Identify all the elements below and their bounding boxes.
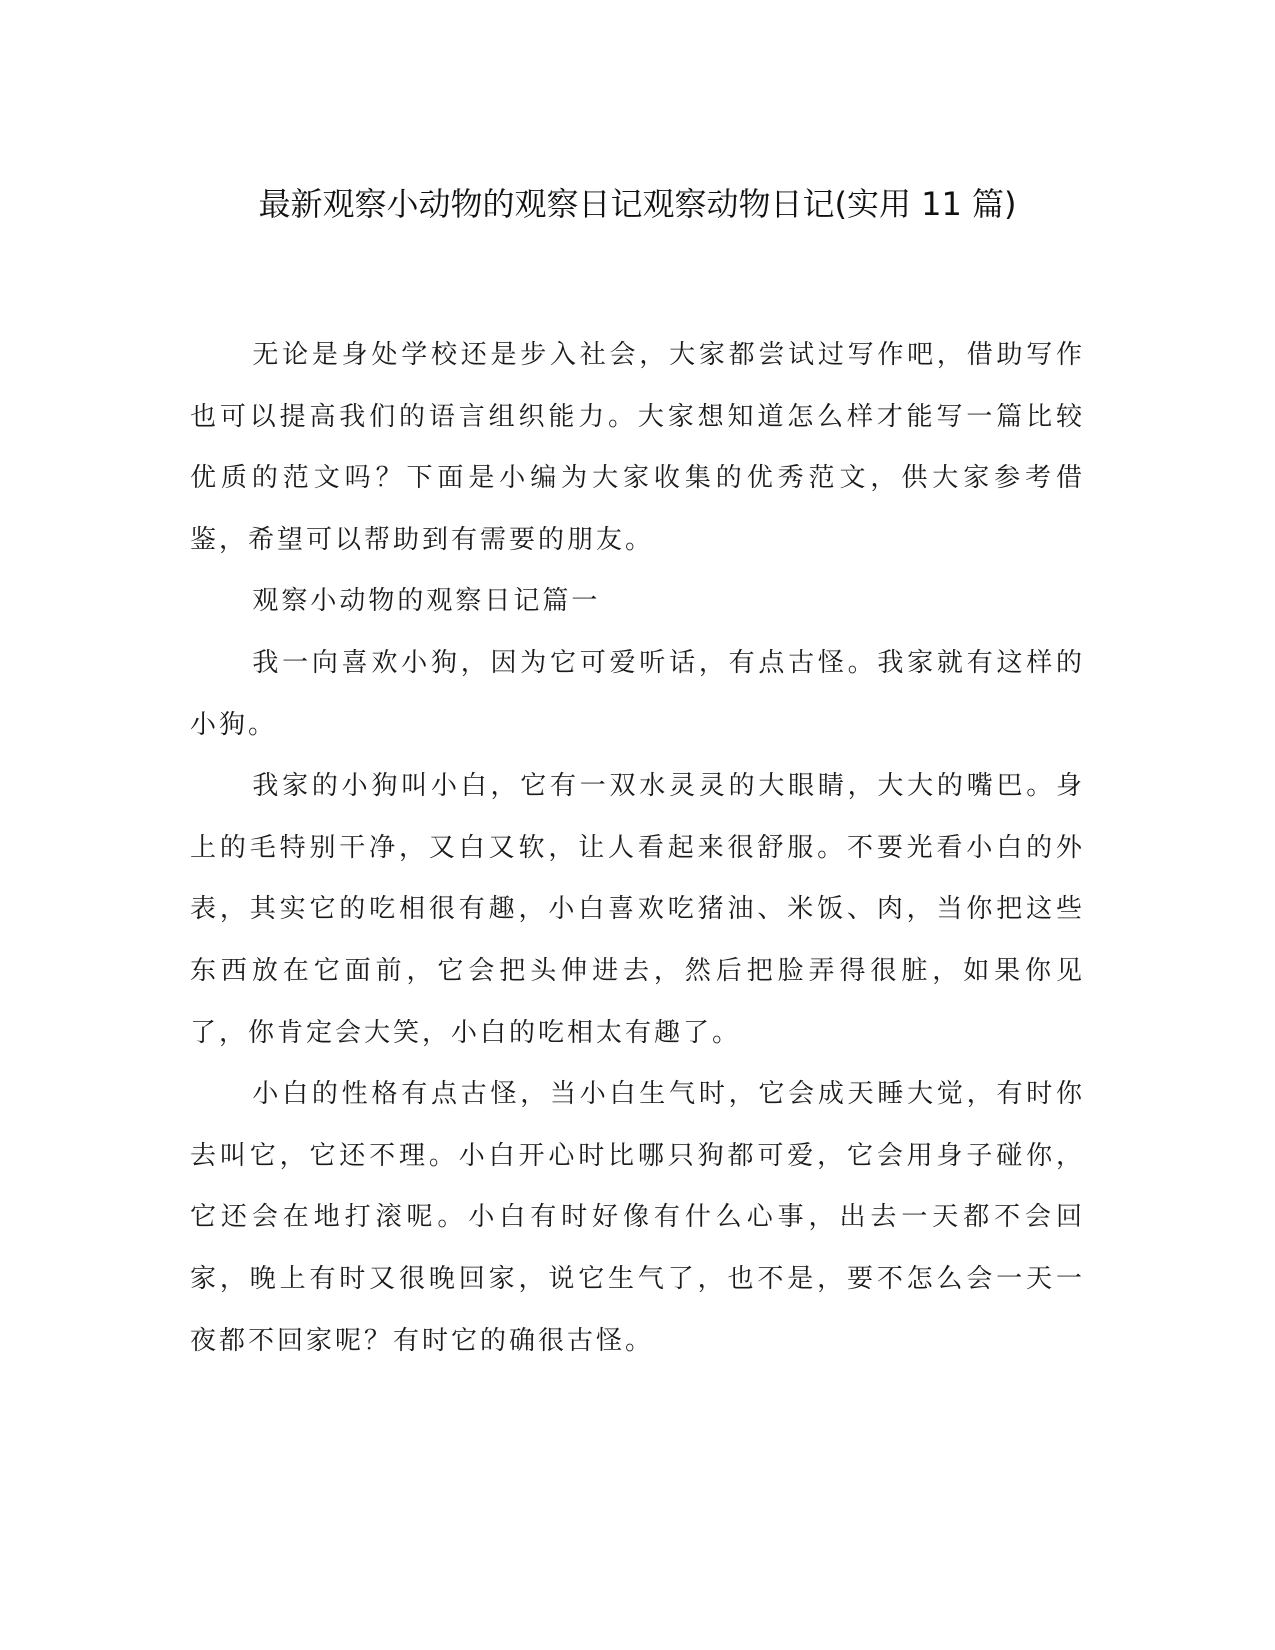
paragraph: 小白的性格有点古怪，当小白生气时，它会成天睡大觉，有时你去叫它，它还不理。小白开心时比哪只狗都可爱，它会用身子碰你，它还会在地打滚呢。小白有时好像有什么心事，出去一天都不会回家，晚上有时又很晚回家，说它生气了，也不是，要不怎么会一天一夜都不回家呢？有时它的确很古怪。 (190, 1079, 1085, 1356)
paragraph: 我一向喜欢小狗，因为它可爱听话，有点古怪。我家就有这样的小狗。 (190, 647, 1085, 740)
paragraph-intro: 无论是身处学校还是步入社会，大家都尝试过写作吧，借助写作也可以提高我们的语言组织能力。大家想知道怎么样才能写一篇比较优质的范文吗？下面是小编为大家收集的优秀范文，供大家参考借鉴，希望可以帮助到有需要的朋友。 (190, 340, 1085, 555)
document-title: 最新观察小动物的观察日记观察动物日记(实用 11 篇) (258, 185, 1017, 223)
section-heading: 观察小动物的观察日记篇一 (252, 586, 601, 617)
document-body (190, 325, 1085, 1372)
paragraph: 我家的小狗叫小白，它有一双水灵灵的大眼睛，大大的嘴巴。身上的毛特别干净，又白又软，让人看起来很舒服。不要光看小白的外表，其实它的吃相很有趣，小白喜欢吃猪油、米饭、肉，当你把这些东西放在它面前，它会把头伸进去，然后把脸弄得很脏，如果你见了，你肯定会大笑，小白的吃相太有趣了。 (190, 771, 1085, 1048)
